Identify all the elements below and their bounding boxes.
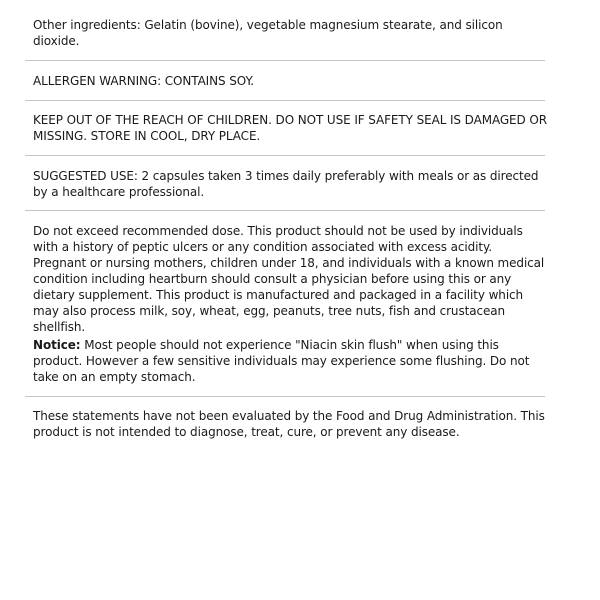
divider	[25, 396, 545, 397]
usage-warning-block	[33, 223, 548, 385]
divider	[25, 100, 545, 101]
notice-label: Notice:	[33, 338, 81, 352]
notice-text: Most people should not experience "Niacin skin flush" when using this product. However a few sensitive individuals may experience some flushing. Do not take on an empty stomach.	[33, 338, 530, 384]
suggested-use-text: SUGGESTED USE: 2 capsules taken 3 times daily preferably with meals or as directed by a healthcare professional.	[33, 169, 539, 199]
niacin-notice	[33, 337, 548, 385]
usage-warning-text: Do not exceed recommended dose. This product should not be used by individuals with a history of peptic ulcers or any condition associated with excess acidity. Pregnant or nursing mothers, children under 18, and individuals with a known medical condition including heartburn should consult a physician before using this or any dietary supplement. This product is manufactured and packaged in a facility which may also process milk, soy, wheat, egg, peanuts, tree nuts, fish and crustacean shellfish.	[33, 224, 545, 334]
other-ingredients-text: Other ingredients: Gelatin (bovine), vegetable magnesium stearate, and silicon dioxide.	[33, 18, 503, 48]
divider	[25, 60, 545, 61]
fda-disclaimer-text: These statements have not been evaluated by the Food and Drug Administration. This product is not intended to diagnose, treat, cure, or prevent any disease.	[33, 409, 545, 439]
divider	[25, 155, 545, 156]
allergen-warning-text: ALLERGEN WARNING: CONTAINS SOY.	[33, 74, 254, 88]
divider	[25, 210, 545, 211]
storage-warning-text: KEEP OUT OF THE REACH OF CHILDREN. DO NOT USE IF SAFETY SEAL IS DAMAGED OR MISSING. STORE IN COOL, DRY PLACE.	[33, 113, 547, 143]
